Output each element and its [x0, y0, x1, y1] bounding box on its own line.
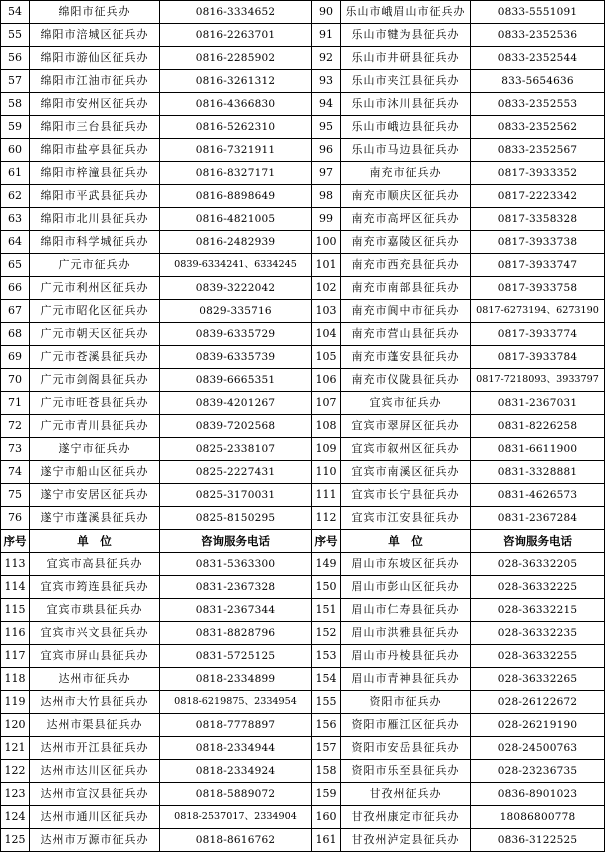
header-row [1, 530, 605, 553]
phone-number: 0831-5725125 [160, 645, 312, 668]
office-name: 广元市剑阁县征兵办 [30, 369, 160, 392]
row-number: 105 [312, 346, 341, 369]
row-number: 73 [1, 438, 30, 461]
phone-number: 0836-3122525 [471, 829, 605, 852]
phone-number: 0839-7202568 [160, 415, 312, 438]
office-name: 达州市渠县征兵办 [30, 714, 160, 737]
row-number: 149 [312, 553, 341, 576]
phone-number: 028-36332265 [471, 668, 605, 691]
table-row [1, 1, 605, 24]
row-number: 63 [1, 208, 30, 231]
row-number: 72 [1, 415, 30, 438]
office-name: 达州市通川区征兵办 [30, 806, 160, 829]
row-number: 113 [1, 553, 30, 576]
office-name: 广元市苍溪县征兵办 [30, 346, 160, 369]
phone-number: 0816-2263701 [160, 24, 312, 47]
row-number: 115 [1, 599, 30, 622]
table-section-1 [1, 1, 605, 530]
office-name: 广元市昭化区征兵办 [30, 300, 160, 323]
phone-number: 0817-2223342 [471, 185, 605, 208]
phone-number: 0831-2367284 [471, 507, 605, 530]
table-row [1, 507, 605, 530]
phone-number: 0817-3933758 [471, 277, 605, 300]
table-row [1, 438, 605, 461]
phone-number: 0831-6611900 [471, 438, 605, 461]
header-seq: 序号 [1, 530, 30, 553]
table-row [1, 323, 605, 346]
row-number: 155 [312, 691, 341, 714]
phone-number: 0825-2338107 [160, 438, 312, 461]
row-number: 56 [1, 47, 30, 70]
table-row [1, 645, 605, 668]
office-name: 乐山市马边县征兵办 [341, 139, 471, 162]
phone-number: 028-24500763 [471, 737, 605, 760]
office-name: 资阳市乐至县征兵办 [341, 760, 471, 783]
office-name: 宜宾市高县征兵办 [30, 553, 160, 576]
table-row [1, 415, 605, 438]
office-name: 遂宁市蓬溪县征兵办 [30, 507, 160, 530]
row-number: 58 [1, 93, 30, 116]
row-number: 59 [1, 116, 30, 139]
row-number: 117 [1, 645, 30, 668]
table-row [1, 162, 605, 185]
office-name: 绵阳市盐亭县征兵办 [30, 139, 160, 162]
phone-number: 0816-7321911 [160, 139, 312, 162]
row-number: 94 [312, 93, 341, 116]
row-number: 114 [1, 576, 30, 599]
office-name: 甘孜州泸定县征兵办 [341, 829, 471, 852]
phone-number: 0816-3261312 [160, 70, 312, 93]
phone-number: 0818-6219875、2334954 [160, 691, 312, 714]
header-unit: 单 位 [341, 530, 471, 553]
row-number: 111 [312, 484, 341, 507]
office-name: 甘孜州征兵办 [341, 783, 471, 806]
row-number: 150 [312, 576, 341, 599]
phone-number: 0831-5363300 [160, 553, 312, 576]
row-number: 57 [1, 70, 30, 93]
table-row [1, 622, 605, 645]
row-number: 158 [312, 760, 341, 783]
phone-number: 0816-8327171 [160, 162, 312, 185]
phone-number: 18086800778 [471, 806, 605, 829]
table-row [1, 369, 605, 392]
row-number: 154 [312, 668, 341, 691]
table-row [1, 139, 605, 162]
office-name: 南充市高坪区征兵办 [341, 208, 471, 231]
table-section-2 [1, 530, 605, 852]
row-number: 119 [1, 691, 30, 714]
office-name: 绵阳市平武县征兵办 [30, 185, 160, 208]
office-name: 广元市青川县征兵办 [30, 415, 160, 438]
table-row [1, 576, 605, 599]
table-row [1, 599, 605, 622]
row-number: 69 [1, 346, 30, 369]
row-number: 92 [312, 47, 341, 70]
table-row [1, 185, 605, 208]
phone-number: 0817-3933352 [471, 162, 605, 185]
phone-number: 0825-2227431 [160, 461, 312, 484]
office-name: 乐山市犍为县征兵办 [341, 24, 471, 47]
office-name: 绵阳市安州区征兵办 [30, 93, 160, 116]
table-row [1, 668, 605, 691]
phone-number: 0818-2334899 [160, 668, 312, 691]
row-number: 153 [312, 645, 341, 668]
row-number: 55 [1, 24, 30, 47]
phone-number: 0816-4366830 [160, 93, 312, 116]
office-name: 南充市顺庆区征兵办 [341, 185, 471, 208]
office-name: 广元市朝天区征兵办 [30, 323, 160, 346]
office-name: 遂宁市船山区征兵办 [30, 461, 160, 484]
office-name: 广元市旺苍县征兵办 [30, 392, 160, 415]
phone-number: 028-36332255 [471, 645, 605, 668]
table-row [1, 714, 605, 737]
phone-number: 0816-2285902 [160, 47, 312, 70]
office-name: 广元市利州区征兵办 [30, 277, 160, 300]
row-number: 70 [1, 369, 30, 392]
table-row [1, 24, 605, 47]
office-name: 遂宁市安居区征兵办 [30, 484, 160, 507]
phone-number: 028-23236735 [471, 760, 605, 783]
phone-number: 0817-3358328 [471, 208, 605, 231]
office-name: 达州市征兵办 [30, 668, 160, 691]
row-number: 60 [1, 139, 30, 162]
header-phone: 咨询服务电话 [160, 530, 312, 553]
row-number: 161 [312, 829, 341, 852]
phone-number: 0839-6334241、6334245 [160, 254, 312, 277]
office-name: 宜宾市南溪区征兵办 [341, 461, 471, 484]
phone-number: 028-26122672 [471, 691, 605, 714]
phone-number: 0816-5262310 [160, 116, 312, 139]
row-number: 118 [1, 668, 30, 691]
office-name: 宜宾市叙州区征兵办 [341, 438, 471, 461]
row-number: 76 [1, 507, 30, 530]
office-name: 绵阳市江油市征兵办 [30, 70, 160, 93]
row-number: 95 [312, 116, 341, 139]
office-name: 达州市开江县征兵办 [30, 737, 160, 760]
office-name: 资阳市安岳县征兵办 [341, 737, 471, 760]
office-name: 宜宾市江安县征兵办 [341, 507, 471, 530]
phone-number: 0833-2352544 [471, 47, 605, 70]
office-name: 眉山市东坡区征兵办 [341, 553, 471, 576]
table-row [1, 231, 605, 254]
office-name: 达州市大竹县征兵办 [30, 691, 160, 714]
phone-number: 0833-2352536 [471, 24, 605, 47]
phone-number: 0817-7218093、3933797 [471, 369, 605, 392]
row-number: 106 [312, 369, 341, 392]
table-row [1, 760, 605, 783]
office-name: 绵阳市梓潼县征兵办 [30, 162, 160, 185]
row-number: 98 [312, 185, 341, 208]
table-row [1, 829, 605, 852]
phone-number: 0831-3328881 [471, 461, 605, 484]
table-row [1, 737, 605, 760]
office-name: 绵阳市三台县征兵办 [30, 116, 160, 139]
phone-number: 0818-2334924 [160, 760, 312, 783]
row-number: 75 [1, 484, 30, 507]
table-row [1, 392, 605, 415]
row-number: 68 [1, 323, 30, 346]
office-name: 乐山市夹江县征兵办 [341, 70, 471, 93]
office-name: 绵阳市游仙区征兵办 [30, 47, 160, 70]
row-number: 101 [312, 254, 341, 277]
row-number: 103 [312, 300, 341, 323]
phone-number: 0839-4201267 [160, 392, 312, 415]
row-number: 96 [312, 139, 341, 162]
phone-number: 0831-4626573 [471, 484, 605, 507]
office-name: 甘孜州康定市征兵办 [341, 806, 471, 829]
row-number: 71 [1, 392, 30, 415]
phone-number: 0833-2352562 [471, 116, 605, 139]
row-number: 66 [1, 277, 30, 300]
phone-number: 0833-5551091 [471, 1, 605, 24]
office-name: 乐山市井研县征兵办 [341, 47, 471, 70]
row-number: 97 [312, 162, 341, 185]
phone-number: 0817-3933747 [471, 254, 605, 277]
row-number: 121 [1, 737, 30, 760]
phone-number: 0839-6335739 [160, 346, 312, 369]
row-number: 124 [1, 806, 30, 829]
phone-number: 0831-2367031 [471, 392, 605, 415]
phone-number: 0839-6665351 [160, 369, 312, 392]
row-number: 159 [312, 783, 341, 806]
office-name: 达州市万源市征兵办 [30, 829, 160, 852]
office-name: 宜宾市征兵办 [341, 392, 471, 415]
row-number: 67 [1, 300, 30, 323]
table-row [1, 47, 605, 70]
row-number: 120 [1, 714, 30, 737]
office-name: 达州市宣汉县征兵办 [30, 783, 160, 806]
table-row [1, 208, 605, 231]
phone-number: 0816-2482939 [160, 231, 312, 254]
phone-number: 0833-2352567 [471, 139, 605, 162]
office-name: 绵阳市涪城区征兵办 [30, 24, 160, 47]
row-number: 110 [312, 461, 341, 484]
phone-number: 028-36332215 [471, 599, 605, 622]
row-number: 122 [1, 760, 30, 783]
office-name: 宜宾市翠屏区征兵办 [341, 415, 471, 438]
office-name: 眉山市洪雅县征兵办 [341, 622, 471, 645]
row-number: 112 [312, 507, 341, 530]
row-number: 102 [312, 277, 341, 300]
table-row [1, 461, 605, 484]
office-name: 宜宾市长宁县征兵办 [341, 484, 471, 507]
phone-number: 0831-2367328 [160, 576, 312, 599]
office-name: 南充市南部县征兵办 [341, 277, 471, 300]
table-row [1, 70, 605, 93]
header-seq: 序号 [312, 530, 341, 553]
office-name: 南充市仪陇县征兵办 [341, 369, 471, 392]
row-number: 100 [312, 231, 341, 254]
phone-number: 0825-3170031 [160, 484, 312, 507]
office-name: 眉山市丹棱县征兵办 [341, 645, 471, 668]
office-name: 广元市征兵办 [30, 254, 160, 277]
phone-number: 0831-8828796 [160, 622, 312, 645]
row-number: 157 [312, 737, 341, 760]
row-number: 108 [312, 415, 341, 438]
office-name: 绵阳市征兵办 [30, 1, 160, 24]
phone-number: 0818-2537017、2334904 [160, 806, 312, 829]
header-unit: 单 位 [30, 530, 160, 553]
table-row [1, 300, 605, 323]
office-name: 绵阳市北川县征兵办 [30, 208, 160, 231]
row-number: 91 [312, 24, 341, 47]
office-name: 乐山市峨眉山市征兵办 [341, 1, 471, 24]
office-name: 宜宾市筠连县征兵办 [30, 576, 160, 599]
phone-number: 028-36332225 [471, 576, 605, 599]
row-number: 151 [312, 599, 341, 622]
office-name: 南充市阆中市征兵办 [341, 300, 471, 323]
row-number: 125 [1, 829, 30, 852]
table-row [1, 277, 605, 300]
phone-number: 0829-335716 [160, 300, 312, 323]
row-number: 62 [1, 185, 30, 208]
row-number: 116 [1, 622, 30, 645]
row-number: 61 [1, 162, 30, 185]
office-name: 宜宾市兴文县征兵办 [30, 622, 160, 645]
table-row [1, 806, 605, 829]
phone-number: 0818-8616762 [160, 829, 312, 852]
phone-number: 0816-8898649 [160, 185, 312, 208]
table-row [1, 254, 605, 277]
office-name: 南充市营山县征兵办 [341, 323, 471, 346]
phone-number: 0818-7778897 [160, 714, 312, 737]
phone-number: 0818-2334944 [160, 737, 312, 760]
row-number: 99 [312, 208, 341, 231]
row-number: 54 [1, 1, 30, 24]
office-name: 宜宾市珙县征兵办 [30, 599, 160, 622]
phone-number: 0831-8226258 [471, 415, 605, 438]
table-row [1, 93, 605, 116]
phone-number: 0817-3933774 [471, 323, 605, 346]
phone-number: 0839-6335729 [160, 323, 312, 346]
office-name: 遂宁市征兵办 [30, 438, 160, 461]
phone-number: 028-26219190 [471, 714, 605, 737]
office-name: 南充市蓬安县征兵办 [341, 346, 471, 369]
row-number: 93 [312, 70, 341, 93]
phone-number: 0836-8901023 [471, 783, 605, 806]
phone-number: 0825-8150295 [160, 507, 312, 530]
row-number: 152 [312, 622, 341, 645]
row-number: 123 [1, 783, 30, 806]
phone-number: 833-5654636 [471, 70, 605, 93]
phone-number: 0839-3222042 [160, 277, 312, 300]
row-number: 109 [312, 438, 341, 461]
office-name: 绵阳市科学城征兵办 [30, 231, 160, 254]
row-number: 160 [312, 806, 341, 829]
row-number: 156 [312, 714, 341, 737]
row-number: 65 [1, 254, 30, 277]
office-name: 南充市西充县征兵办 [341, 254, 471, 277]
office-name: 眉山市仁寿县征兵办 [341, 599, 471, 622]
row-number: 74 [1, 461, 30, 484]
office-name: 资阳市征兵办 [341, 691, 471, 714]
office-name: 南充市征兵办 [341, 162, 471, 185]
office-name: 眉山市彭山区征兵办 [341, 576, 471, 599]
phone-number: 0817-3933784 [471, 346, 605, 369]
phone-number: 028-36332205 [471, 553, 605, 576]
table-row [1, 484, 605, 507]
phone-number: 028-36332235 [471, 622, 605, 645]
office-name: 南充市嘉陵区征兵办 [341, 231, 471, 254]
table-row [1, 346, 605, 369]
office-name: 乐山市峨边县征兵办 [341, 116, 471, 139]
table-row [1, 553, 605, 576]
phone-number: 0816-4821005 [160, 208, 312, 231]
phone-number: 0817-3933738 [471, 231, 605, 254]
phone-number: 0831-2367344 [160, 599, 312, 622]
office-name: 宜宾市屏山县征兵办 [30, 645, 160, 668]
office-name: 达州市达川区征兵办 [30, 760, 160, 783]
office-name: 眉山市青神县征兵办 [341, 668, 471, 691]
phone-number: 0816-3334652 [160, 1, 312, 24]
phone-number: 0833-2352553 [471, 93, 605, 116]
phone-number: 0818-5889072 [160, 783, 312, 806]
row-number: 64 [1, 231, 30, 254]
phone-number: 0817-6273194、6273190 [471, 300, 605, 323]
row-number: 90 [312, 1, 341, 24]
office-name: 乐山市沐川县征兵办 [341, 93, 471, 116]
office-name: 资阳市雁江区征兵办 [341, 714, 471, 737]
row-number: 107 [312, 392, 341, 415]
header-phone: 咨询服务电话 [471, 530, 605, 553]
table-row [1, 783, 605, 806]
table-row [1, 116, 605, 139]
row-number: 104 [312, 323, 341, 346]
table-row [1, 691, 605, 714]
